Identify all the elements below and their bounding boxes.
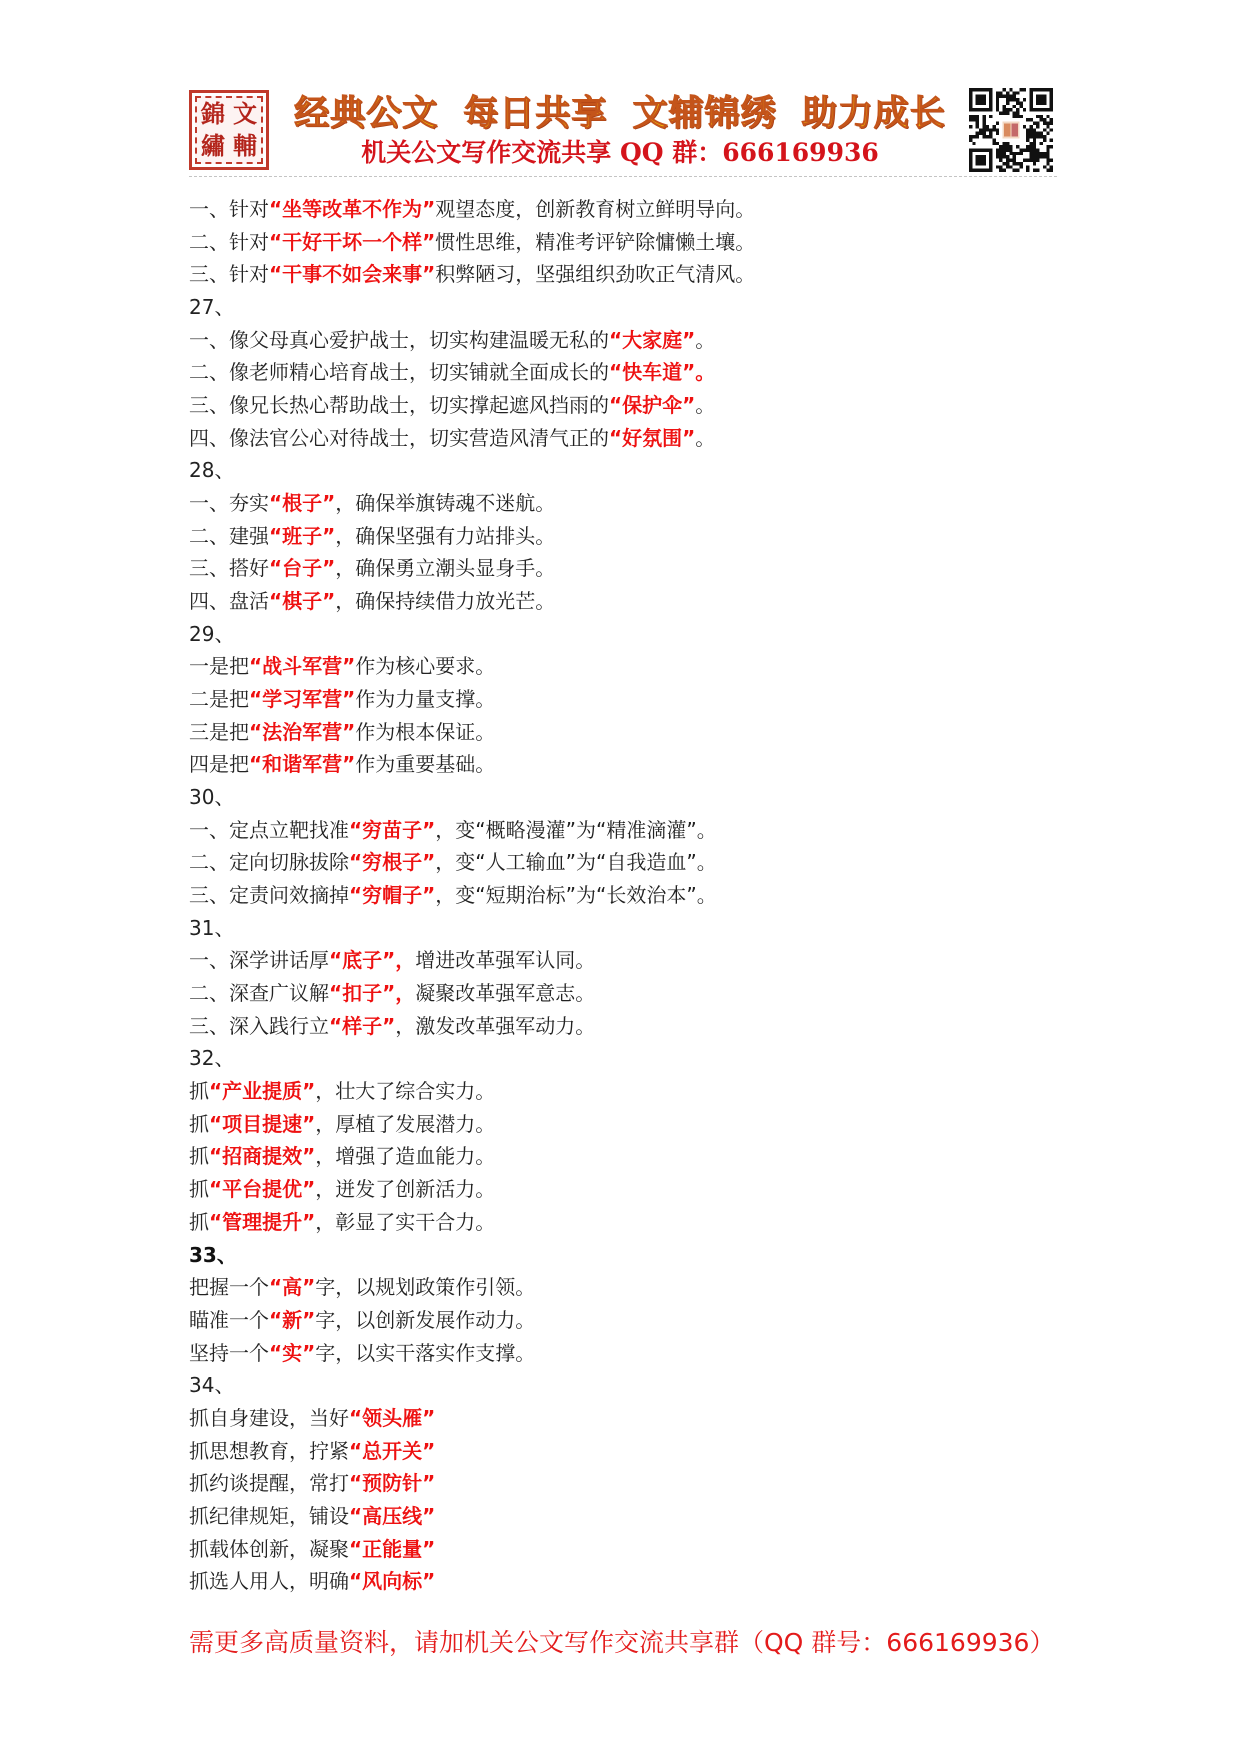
highlight-phrase: “招商提效” [209, 1144, 316, 1169]
highlight-phrase: “快车道”。 [609, 360, 716, 385]
line-text: ，确保坚强有力站排头。 [335, 523, 556, 548]
line-text: 抓 [189, 1079, 209, 1104]
line-text: 一、像父母真心爱护战士，切实构建温暖无私的 [189, 327, 609, 352]
highlight-phrase: “坐等改革不作为” [269, 197, 436, 221]
highlight-phrase: “根子” [269, 491, 336, 516]
text-line [189, 324, 1089, 357]
highlight-phrase: “底子”， [329, 948, 416, 973]
line-text: 30、 [189, 785, 235, 810]
highlight-phrase: “管理提升” [209, 1209, 316, 1234]
highlight-phrase: “干好干坏一个样” [269, 229, 436, 254]
highlight-phrase: “总开关” [349, 1438, 436, 1463]
line-text: 二、建强 [189, 523, 269, 548]
section-number [189, 912, 1089, 945]
line-text: 三、定责问效摘掉 [189, 883, 349, 908]
text-line [189, 977, 1089, 1010]
highlight-phrase: “预防针” [349, 1471, 436, 1496]
line-text: 凝聚改革强军意志。 [415, 981, 596, 1006]
highlight-phrase: “平台提优” [209, 1177, 316, 1202]
highlight-phrase: “好氛围” [609, 425, 696, 450]
line-text: 观望态度，创新教育树立鲜明导向。 [435, 197, 756, 221]
line-text: 增进改革强军认同。 [415, 948, 596, 973]
line-text: 29、 [189, 621, 235, 646]
text-line [189, 258, 1089, 291]
highlight-phrase: “新” [269, 1307, 316, 1332]
highlight-phrase: “扣子”， [329, 981, 416, 1006]
line-text: 三、搭好 [189, 556, 269, 581]
line-text: 抓载体创新，凝聚 [189, 1536, 349, 1561]
text-line [189, 389, 1089, 422]
line-text: 作为根本保证。 [355, 719, 496, 744]
header-divider [189, 176, 1057, 177]
line-text: 字，以创新发展作动力。 [315, 1307, 536, 1332]
highlight-phrase: “高” [269, 1275, 316, 1300]
text-line [189, 846, 1089, 879]
highlight-phrase: “干事不如会来事” [269, 262, 436, 287]
text-line [189, 683, 1089, 716]
text-line [189, 520, 1089, 553]
line-text: 二、像老师精心培育战士，切实铺就全面成长的 [189, 360, 609, 385]
highlight-phrase: “战斗军营” [249, 654, 356, 679]
text-line [189, 356, 1089, 389]
text-line [189, 193, 1089, 226]
line-text: 坚持一个 [189, 1340, 269, 1365]
line-text: 惯性思维，精准考评铲除慵懒土壤。 [435, 229, 756, 254]
line-text: 三、针对 [189, 262, 269, 287]
highlight-phrase: “产业提质” [209, 1079, 316, 1104]
highlight-phrase: “台子” [269, 556, 336, 581]
text-line [189, 487, 1089, 520]
highlight-phrase: “样子” [329, 1013, 396, 1038]
line-text: ，确保持续借力放光芒。 [335, 589, 556, 614]
text-line [189, 1206, 1089, 1239]
section-number [189, 291, 1089, 324]
text-line [189, 879, 1089, 912]
content-body [189, 193, 1089, 1598]
text-line [189, 1467, 1089, 1500]
line-text: 一、夯实 [189, 491, 269, 516]
text-line [189, 716, 1089, 749]
line-text: 二是把 [189, 687, 249, 712]
text-line [189, 944, 1089, 977]
line-text: 二、定向切脉拔除 [189, 850, 349, 875]
header-banner [280, 92, 960, 170]
line-text: 作为力量支撑。 [355, 687, 496, 712]
line-text: 一是把 [189, 654, 249, 679]
line-text: 。 [695, 327, 716, 352]
line-text: 31、 [189, 915, 235, 940]
line-text: 一、针对 [189, 197, 269, 221]
line-text: ，增强了造血能力。 [315, 1144, 496, 1169]
line-text: 32、 [189, 1046, 235, 1071]
logo-seal [195, 96, 263, 164]
line-text: 二、针对 [189, 229, 269, 254]
text-line [189, 226, 1089, 259]
line-text: 抓 [189, 1177, 209, 1202]
line-text: 瞄准一个 [189, 1307, 269, 1332]
highlight-phrase: “大家庭” [609, 327, 696, 352]
line-text: ，迸发了创新活力。 [315, 1177, 496, 1202]
line-text: ，激发改革强军动力。 [395, 1013, 596, 1038]
line-text: ，变“概略漫灌”为“精准滴灌”。 [435, 817, 717, 842]
line-text: 抓思想教育，拧紧 [189, 1438, 349, 1463]
text-line [189, 1565, 1089, 1598]
text-line [189, 748, 1089, 781]
text-line [189, 552, 1089, 585]
highlight-phrase: “法治军营” [249, 719, 356, 744]
text-line [189, 650, 1089, 683]
text-line [189, 1140, 1089, 1173]
line-text: 抓 [189, 1209, 209, 1234]
highlight-phrase: “学习军营” [249, 687, 356, 712]
text-line [189, 1435, 1089, 1468]
line-text: ，变“人工输血”为“自我造血”。 [435, 850, 717, 875]
qr-code[interactable] [969, 88, 1053, 172]
highlight-phrase: “风向标” [349, 1569, 436, 1594]
highlight-phrase: “穷帽子” [349, 883, 436, 908]
line-text: ，变“短期治标”为“长效治本”。 [435, 883, 717, 908]
highlight-phrase: “保护伞” [609, 393, 696, 418]
highlight-phrase: “高压线” [349, 1503, 436, 1528]
highlight-phrase: “项目提速” [209, 1111, 316, 1136]
line-text: 一、定点立靶找准 [189, 817, 349, 842]
section-number [189, 781, 1089, 814]
line-text: 。 [695, 393, 716, 418]
line-text: 抓选人用人，明确 [189, 1569, 349, 1594]
section-number [189, 618, 1089, 651]
site-logo [189, 90, 269, 170]
line-text: 抓纪律规矩，铺设 [189, 1503, 349, 1528]
line-text: 把握一个 [189, 1275, 269, 1300]
line-text: 字，以规划政策作引领。 [315, 1275, 536, 1300]
logo-char: 錦 [201, 99, 225, 128]
line-text: ，彰显了实干合力。 [315, 1209, 496, 1234]
line-text: 四是把 [189, 752, 249, 777]
section-number [189, 1239, 1089, 1272]
header-title: 经典公文 每日共享 文辅锦绣 助力成长 [294, 94, 946, 134]
line-text: 28、 [189, 458, 235, 483]
line-text: 作为重要基础。 [355, 752, 496, 777]
text-line [189, 1108, 1089, 1141]
line-text: 三、深入践行立 [189, 1013, 329, 1038]
section-number [189, 1042, 1089, 1075]
highlight-phrase: “穷苗子” [349, 817, 436, 842]
highlight-phrase: “实” [269, 1340, 316, 1365]
line-text: 四、盘活 [189, 589, 269, 614]
line-text: 抓自身建设，当好 [189, 1405, 349, 1430]
header-subtitle: 机关公文写作交流共享 QQ 群：666169936 [361, 138, 879, 167]
section-number [189, 1369, 1089, 1402]
line-text: 34、 [189, 1373, 235, 1398]
highlight-phrase: “棋子” [269, 589, 336, 614]
text-line [189, 1500, 1089, 1533]
text-line [189, 422, 1089, 455]
line-text: 三是把 [189, 719, 249, 744]
text-line [189, 814, 1089, 847]
highlight-phrase: “班子” [269, 523, 336, 548]
text-line [189, 1337, 1089, 1370]
line-text: 二、深查广议解 [189, 981, 329, 1006]
line-text: ，厚植了发展潜力。 [315, 1111, 496, 1136]
text-line [189, 1173, 1089, 1206]
highlight-phrase: “正能量” [349, 1536, 436, 1561]
footer-note: 需更多高质量资料，请加机关公文写作交流共享群（QQ 群号：666169936） [189, 1628, 1055, 1657]
line-text: 抓 [189, 1144, 209, 1169]
line-text: 字，以实干落实作支撑。 [315, 1340, 536, 1365]
text-line [189, 1533, 1089, 1566]
logo-char: 輔 [233, 131, 257, 160]
text-line [189, 1075, 1089, 1108]
line-text: 作为核心要求。 [355, 654, 496, 679]
line-text: 四、像法官公心对待战士，切实营造风清气正的 [189, 425, 609, 450]
line-text: 积弊陋习，坚强组织劲吹正气清风。 [435, 262, 756, 287]
line-text: 抓 [189, 1111, 209, 1136]
line-text: 三、像兄长热心帮助战士，切实撑起遮风挡雨的 [189, 393, 609, 418]
section-number [189, 454, 1089, 487]
line-text: 27、 [189, 295, 235, 320]
text-line [189, 1010, 1089, 1043]
highlight-phrase: “穷根子” [349, 850, 436, 875]
line-text: ，壮大了综合实力。 [315, 1079, 496, 1104]
highlight-phrase: “领头雁” [349, 1405, 436, 1430]
line-text: 。 [695, 425, 716, 450]
text-line [189, 585, 1089, 618]
text-line [189, 1271, 1089, 1304]
line-text: 一、深学讲话厚 [189, 948, 329, 973]
line-text: ，确保举旗铸魂不迷航。 [335, 491, 556, 516]
line-text: 抓约谈提醒，常打 [189, 1471, 349, 1496]
logo-char: 文 [233, 99, 257, 128]
text-line [189, 1402, 1089, 1435]
text-line [189, 1304, 1089, 1337]
line-text: ，确保勇立潮头显身手。 [335, 556, 556, 581]
highlight-phrase: “和谐军营” [249, 752, 356, 777]
logo-char: 繡 [201, 131, 225, 160]
line-text: 33、 [189, 1242, 237, 1267]
